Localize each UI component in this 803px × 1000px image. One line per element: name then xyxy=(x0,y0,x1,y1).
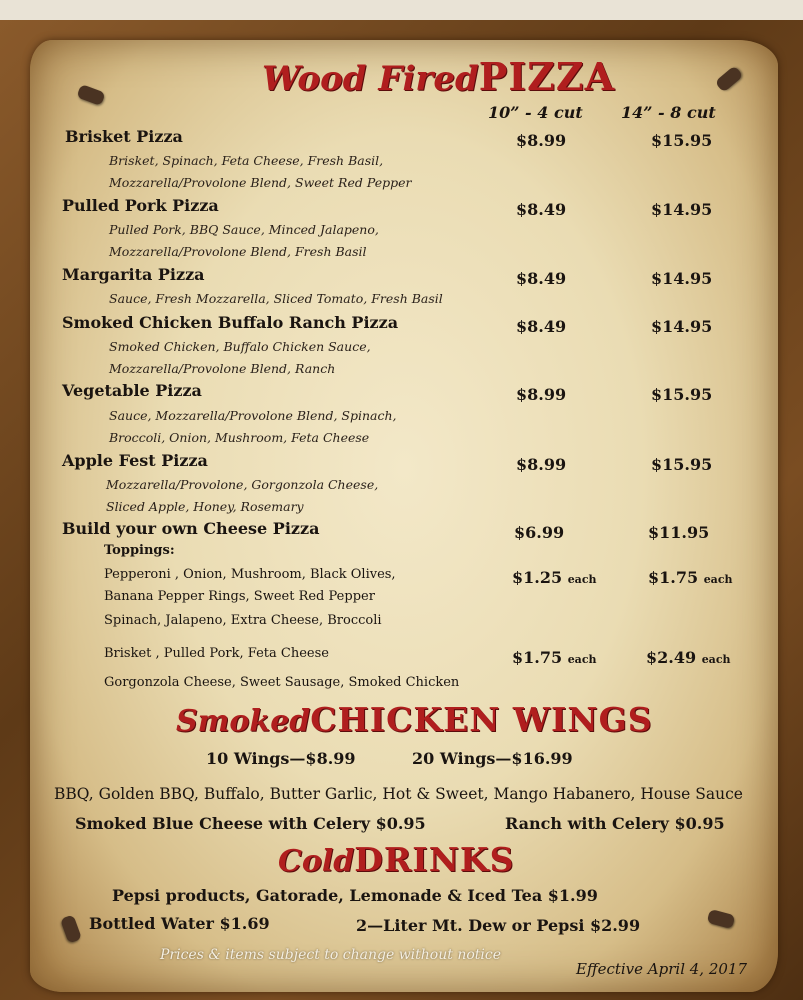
wing-sauces: BBQ, Golden BBQ, Buffalo, Butter Garlic, Hot & Sweet, Mango Habanero, House Sauce xyxy=(54,785,743,803)
price-notice: Prices & items subject to change without notice xyxy=(160,947,501,963)
price-14: $14.95 xyxy=(651,269,713,288)
pizza-name: Build your own Cheese Pizza xyxy=(62,519,320,538)
price-14: $11.95 xyxy=(648,523,710,542)
price-10: $8.49 xyxy=(516,317,567,336)
pizza-desc: Smoked Chicken, Buffalo Chicken Sauce, xyxy=(109,339,371,354)
pizza-desc: Mozzarella/Provolone Blend, Ranch xyxy=(109,361,336,376)
price-14: $14.95 xyxy=(651,200,713,219)
pizza-desc: Broccoli, Onion, Mushroom, Feta Cheese xyxy=(109,430,370,445)
pizza-name: Margarita Pizza xyxy=(62,265,205,284)
price-10: $8.49 xyxy=(516,200,567,219)
topping-price-10 xyxy=(512,648,597,667)
price-14: $15.95 xyxy=(651,385,713,404)
price-14: $14.95 xyxy=(651,317,713,336)
bottled-water: Bottled Water $1.69 xyxy=(89,914,270,933)
price-10: $6.99 xyxy=(514,523,565,542)
two-liter: 2—Liter Mt. Dew or Pepsi $2.99 xyxy=(356,916,641,935)
effective-date: Effective April 4, 2017 xyxy=(576,960,748,978)
pizza-name: Pulled Pork Pizza xyxy=(62,196,219,215)
price-14: $15.95 xyxy=(651,455,713,474)
price-10: $8.49 xyxy=(516,269,567,288)
pizza-desc: Mozzarella/Provolone Blend, Sweet Red Pepper xyxy=(109,175,412,190)
each-label: each xyxy=(567,573,597,586)
title-block-part: PIZZA xyxy=(478,54,616,99)
topping-line: Pepperoni , Onion, Mushroom, Black Olives, xyxy=(104,567,396,582)
pizza-section-title xyxy=(262,54,615,99)
price-14: $15.95 xyxy=(651,131,713,150)
each-label: each xyxy=(703,573,733,586)
topping-line: Brisket , Pulled Pork, Feta Cheese xyxy=(104,646,329,661)
topping-price-14 xyxy=(646,648,731,667)
size-header-10: 10” - 4 cut xyxy=(488,103,583,122)
pizza-desc: Pulled Pork, BBQ Sauce, Minced Jalapeno, xyxy=(109,222,379,237)
topping-price-value: $2.49 xyxy=(646,648,697,667)
title-script-part: Wood Fired xyxy=(262,59,479,99)
pizza-desc: Brisket, Spinach, Feta Cheese, Fresh Basil, xyxy=(109,153,384,168)
size-header-14: 14” - 8 cut xyxy=(621,103,716,122)
pizza-name: Smoked Chicken Buffalo Ranch Pizza xyxy=(62,313,399,332)
pizza-desc: Sauce, Fresh Mozzarella, Sliced Tomato, Fresh Basil xyxy=(109,291,443,306)
wings-twenty: 20 Wings—$16.99 xyxy=(412,749,573,768)
topping-line: Gorgonzola Cheese, Sweet Sausage, Smoked Chicken xyxy=(104,675,460,690)
price-10: $8.99 xyxy=(516,131,567,150)
pizza-name: Vegetable Pizza xyxy=(62,381,202,400)
topping-line: Banana Pepper Rings, Sweet Red Pepper xyxy=(104,589,375,604)
wings-ten: 10 Wings—$8.99 xyxy=(206,749,356,768)
toppings-label: Toppings: xyxy=(104,543,175,558)
wings-section-title xyxy=(176,700,653,739)
topping-price-value: $1.25 xyxy=(512,568,563,587)
price-10: $8.99 xyxy=(516,455,567,474)
blue-cheese-option: Smoked Blue Cheese with Celery $0.95 xyxy=(75,814,426,833)
title-block-part: CHICKEN WINGS xyxy=(310,700,653,739)
pizza-desc: Mozzarella/Provolone, Gorgonzola Cheese, xyxy=(106,477,379,492)
pizza-desc: Sauce, Mozzarella/Provolone Blend, Spinach, xyxy=(109,408,397,423)
title-script-part: Smoked xyxy=(176,704,311,739)
topping-line: Spinach, Jalapeno, Extra Cheese, Broccoli xyxy=(104,613,382,628)
title-script-part: Cold xyxy=(278,844,355,879)
drinks-section-title xyxy=(278,840,514,879)
pizza-name: Brisket Pizza xyxy=(65,127,183,146)
each-label: each xyxy=(701,653,731,666)
topping-price-value: $1.75 xyxy=(648,568,699,587)
topping-price-14 xyxy=(648,568,733,587)
title-block-part: DRINKS xyxy=(354,840,515,879)
topping-price-value: $1.75 xyxy=(512,648,563,667)
pizza-desc: Sliced Apple, Honey, Rosemary xyxy=(106,499,304,514)
drinks-line: Pepsi products, Gatorade, Lemonade & Iced Tea $1.99 xyxy=(112,886,598,905)
price-10: $8.99 xyxy=(516,385,567,404)
ranch-option: Ranch with Celery $0.95 xyxy=(505,814,725,833)
each-label: each xyxy=(567,653,597,666)
pizza-desc: Mozzarella/Provolone Blend, Fresh Basil xyxy=(109,244,367,259)
topping-price-10 xyxy=(512,568,597,587)
pizza-name: Apple Fest Pizza xyxy=(62,451,208,470)
